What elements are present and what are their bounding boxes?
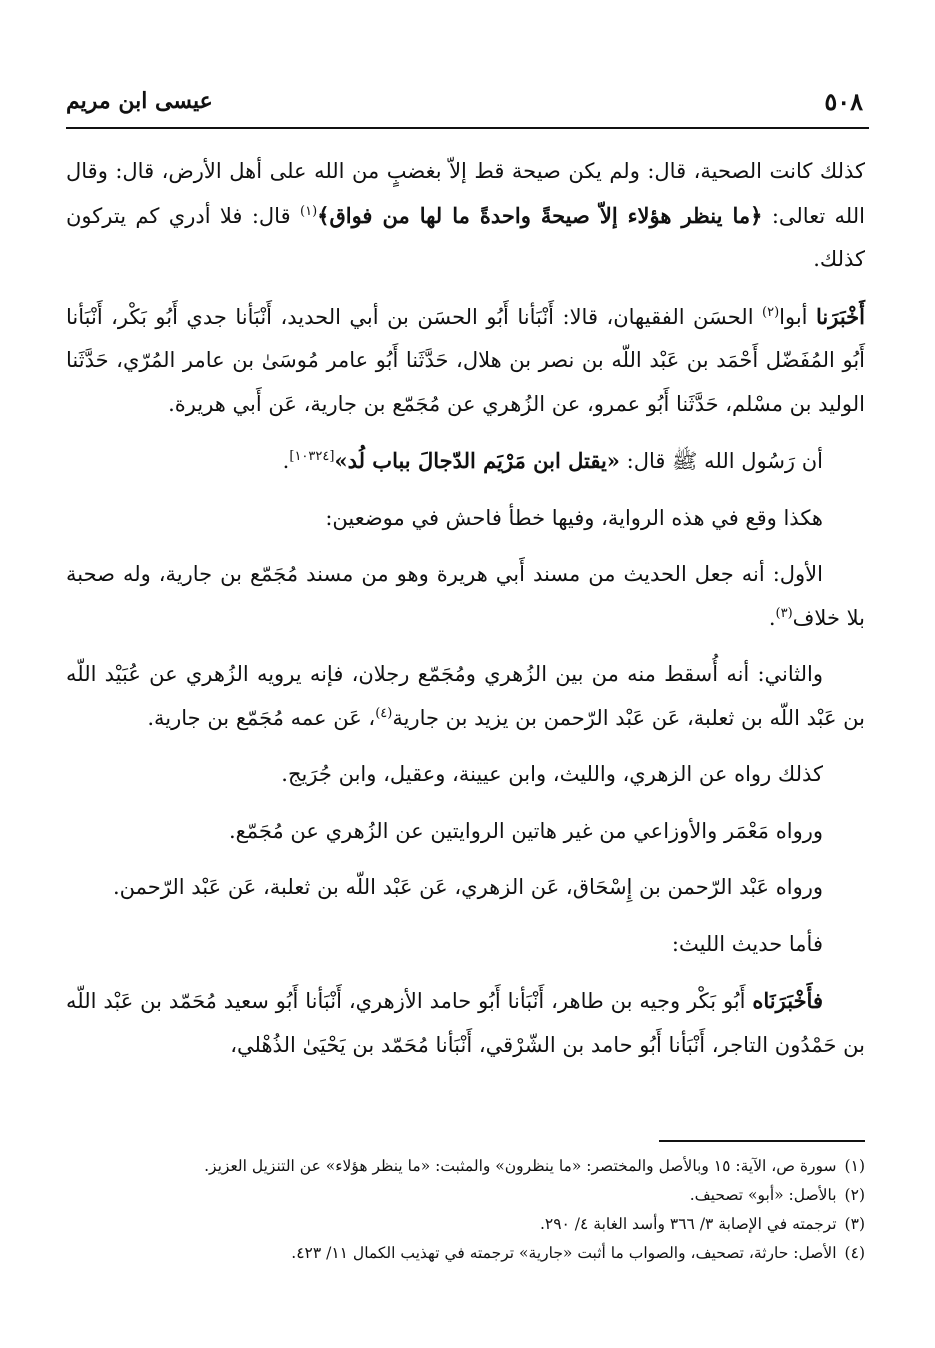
- footnote-4: [66, 1239, 865, 1268]
- paragraph-5: الأول: أنه جعل الحديث من مسند أَبي هريرة وهو من مسند مُجَمّع بن جارية، وله صحبة بلا خلاف$^{(٣)}$.: [66, 562, 865, 630]
- paragraph-10: فأما حديث الليث:: [671, 931, 823, 956]
- footnote-text: بالأصل: «أبو» تصحيف.: [689, 1186, 837, 1204]
- running-title: عيسى ابن مريم: [66, 88, 213, 114]
- footnote-3: [66, 1210, 865, 1239]
- paragraph-6: والثاني: أنه أُسقط منه من بين الزُهري ومُجَمّع رجلان، فإنه يرويه الزُهري عن عُبَيْد اللّه بن عَبْد اللّه بن ثعلبة، عَن عَبْد الرّحمن بن يزيد بن جارية$^{(٤)}$، عَن عمه مُجَمّع بن جارية.: [66, 662, 865, 730]
- isnad-lead: فأَخْبَرَنَاه: [752, 988, 823, 1013]
- footnote-number: (٢): [844, 1186, 865, 1204]
- paragraph-1: كذلك كانت الصحية، قال: ولم يكن صيحة قط إلاّ بغضبٍ من الله على أهل الأرض، قال: وقال الله تعالى: ﴿ما ينظر هؤلاء إلاّ صيحةً واحدةً ما لها من فواق﴾$^{(١)}$ قال: فلا أدري كم يتركون كذلك.: [66, 159, 865, 271]
- footnote-number: (٣): [844, 1215, 865, 1233]
- paragraph-4: هكذا وقع في هذه الرواية، وفيها خطأ فاحش في موضعين:: [325, 505, 823, 530]
- page-header: [66, 78, 863, 124]
- footnote-2: [66, 1181, 865, 1210]
- header-divider: [66, 127, 869, 129]
- isnad-lead: أَخْبَرَنا: [816, 303, 865, 329]
- footnote-ref-4: (٤): [375, 705, 393, 721]
- footnote-ref-3: (٣): [775, 605, 793, 621]
- paragraph-11: فأَخْبَرَنَاه أَبُو بَكْر وجيه بن طاهر، أَنْبَأنا أَبُو حامد الأزهري، أَنْبَأنا أَبُو سعيد مُحَمّد بن عَبْد اللّه بن حَمْدُون التاجر، أَنْبَأنا أَبُو حامد بن الشّرْقي، أَنْبَأنا مُحَمّد بن يَحْيَىٰ الذُهْلي،: [66, 988, 865, 1057]
- footnote-number: (١): [844, 1157, 865, 1175]
- paragraph-7: كذلك رواه عن الزهري، والليث، وابن عيينة، وعقيل، وابن جُرَيج.: [281, 762, 823, 786]
- page-number: ٥٠٨: [824, 86, 863, 116]
- footnote-text: ترجمته في الإصابة ٣/ ٣٦٦ وأسد الغابة ٤/ ٢٩٠.: [539, 1215, 837, 1233]
- footnotes: [66, 1152, 865, 1268]
- main-text: [66, 150, 865, 1080]
- paragraph-8: ورواه مَعْمَر والأوزاعي من غير هاتين الروايتين عن الزُهري عن مُجَمّع.: [228, 818, 823, 843]
- footnote-1: [66, 1152, 865, 1181]
- footnote-ref-2: (٢): [762, 304, 780, 320]
- quran-verse: ﴿ما ينظر هؤلاء إلاّ صيحةً واحدةً ما لها من فواق﴾: [317, 202, 763, 228]
- footnote-ref-1: (١): [300, 203, 318, 219]
- paragraph-2: أَخْبَرَنا أبوا$^{(٢)}$ الحسَن الفقيهان، قالا: أَنْبَأنا أَبُو الحسَن بن أبي الحديد، أَنْبَأنا جدي أَبُو بَكْر، أَنْبَأنا أَبُو المُفَضّل أَحْمَد بن عَبْد اللّه بن نصر بن هلال، حَدَّثَنا أَبُو عامر مُوسَىٰ بن عامر المُرّي، حَدَّثَنا الوليد بن مسْلم، حَدَّثَنا أَبُو عمرو، عن الزُهري عن مُجَمّع بن جارية، عَن أَبي هريرة.: [66, 303, 865, 416]
- footnote-text: سورة ص، الآية: ١٥ وبالأصل والمختصر: «ما ينظرون» والمثبت: «ما ينظر هؤلاء» عن التنزيل العزيز.: [204, 1157, 837, 1175]
- footnote-divider: [659, 1140, 865, 1142]
- paragraph-9: ورواه عَبْد الرّحمن بن إِسْحَاق، عَن الزهري، عَن عَبْد اللّه بن ثعلبة، عَن عَبْد الرّحمن.: [112, 875, 823, 899]
- paragraph-3: أن رَسُول الله ﷺ قال: «يقتل ابن مَرْيَم الدّجالَ بباب لُد»[١٠٣٢٤].: [282, 448, 823, 473]
- hadith-reference-number: [١٠٣٢٤]: [289, 449, 335, 464]
- hadith-text: «يقتل ابن مَرْيَم الدّجالَ بباب لُد»: [334, 448, 620, 473]
- footnote-number: (٤): [844, 1244, 865, 1262]
- footnote-text: الأصل: حارثة، تصحيف، والصواب ما أثبت «جارية» ترجمته في تهذيب الكمال ١١/ ٤٢٣.: [291, 1244, 837, 1262]
